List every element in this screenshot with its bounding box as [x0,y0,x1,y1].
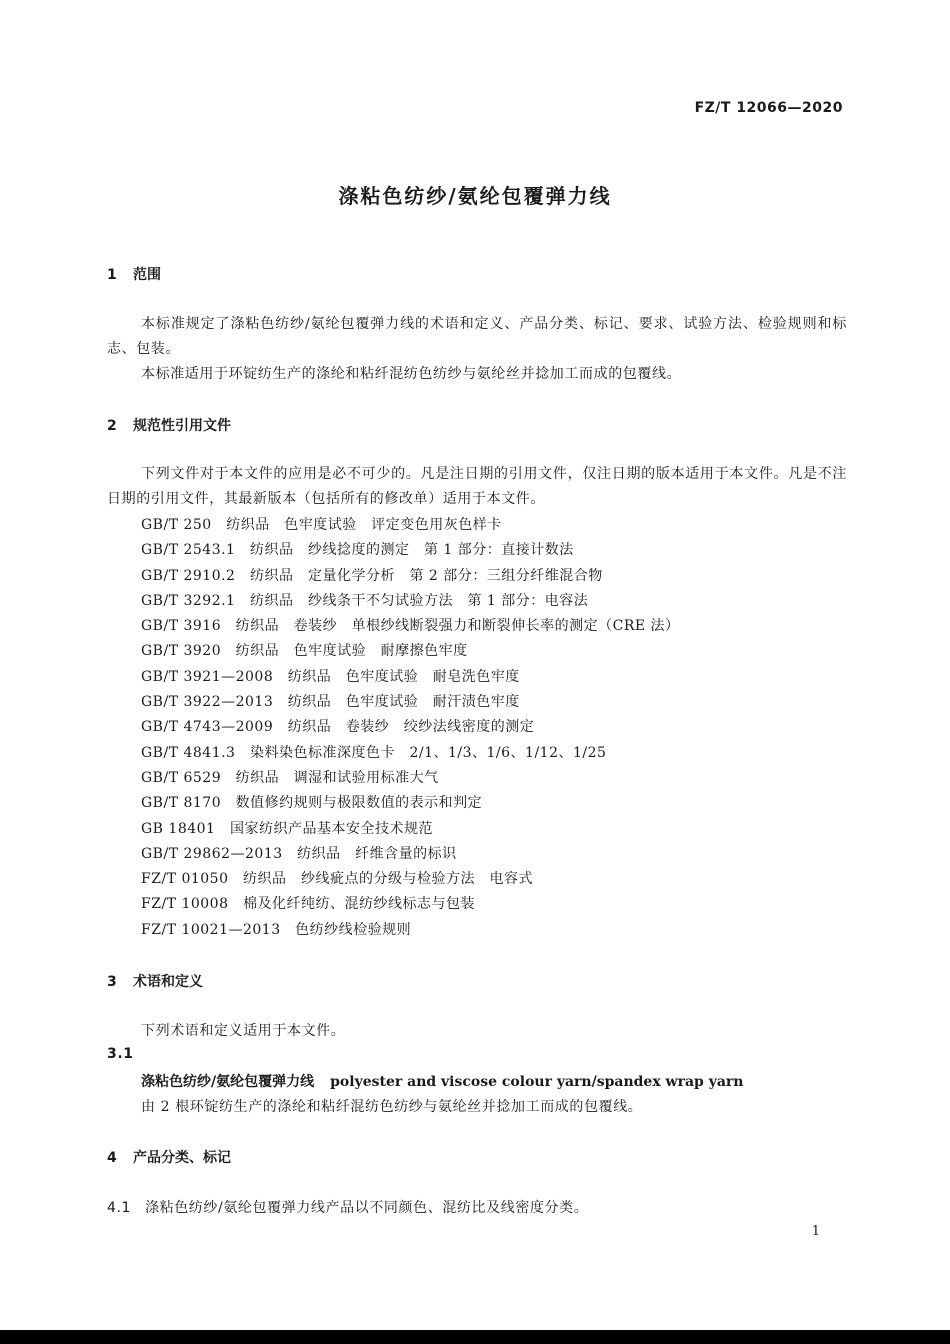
term-number: 3.1 [107,1046,134,1062]
section-title: 规范性引用文件 [133,418,231,434]
reference-item: GB/T 6529 纺织品 调湿和试验用标准大气 [141,769,439,786]
section-2-heading [107,415,231,435]
section-number: 3 [107,974,117,990]
reference-item: FZ/T 10021—2013 色纺纱线检验规则 [141,921,412,938]
term-chinese: 涤粘色纺纱/氨纶包覆弹力线 [141,1074,315,1090]
section-3-heading [107,971,203,991]
reference-item: FZ/T 01050 纺织品 纱线疵点的分级与检验方法 电容式 [141,871,533,888]
section-title: 术语和定义 [133,974,203,990]
reference-item: GB/T 250 纺织品 色牢度试验 评定变色用灰色样卡 [141,517,502,533]
reference-item: GB/T 2543.1 纺织品 纱线捻度的测定 第 1 部分：直接计数法 [141,542,574,559]
reference-item: GB/T 4841.3 染料染色标准深度色卡 2/1、1/3、1/6、1/12、1/25 [141,744,607,761]
normative-references-list [141,513,680,943]
section-4-heading [107,1147,231,1167]
reference-item: GB/T 4743—2009 纺织品 卷装纱 绞纱法线密度的测定 [141,719,535,736]
reference-item: GB/T 3920 纺织品 色牢度试验 耐摩擦色牢度 [141,643,468,660]
subsection-4-1 [107,1197,588,1217]
section-2-intro: 下列文件对于本文件的应用是必不可少的。凡是注日期的引用文件，仅注日期的版本适用于本文件。凡是不注日期的引用文件，其最新版本（包括所有的修改单）适用于本文件。 [107,466,847,507]
reference-item: FZ/T 10008 棉及化纤纯纺、混纺纱线标志与包装 [141,896,475,913]
subsection-number: 4.1 [107,1200,132,1216]
reference-item: GB/T 3922—2013 纺织品 色牢度试验 耐汗渍色牢度 [141,694,520,711]
term-entry [141,1071,743,1091]
standard-code: FZ/T 12066—2020 [694,100,843,116]
reference-item: GB/T 3921—2008 纺织品 色牢度试验 耐皂洗色牢度 [141,668,520,685]
reference-item: GB/T 8170 数值修约规则与极限数值的表示和判定 [141,795,483,812]
subsection-text: 涤粘色纺纱/氨纶包覆弹力线产品以不同颜色、混纺比及线密度分类。 [145,1200,589,1216]
document-title: 涤粘色纺纱/氨纶包覆弹力线 [338,184,612,208]
reference-item: GB/T 2910.2 纺织品 定量化学分析 第 2 部分：三组分纤维混合物 [141,567,603,584]
reference-item: GB/T 29862—2013 纺织品 纤维含量的标识 [141,845,457,862]
term-english: polyester and viscose colour yarn/spandex wrap yarn [330,1074,744,1090]
reference-item: GB 18401 国家纺织产品基本安全技术规范 [141,820,433,837]
reference-item: GB/T 3916 纺织品 卷装纱 单根纱线断裂强力和断裂伸长率的测定（CRE 法） [141,618,680,635]
section-1-heading [107,264,161,284]
reference-item: GB/T 3292.1 纺织品 纱线条干不匀试验方法 第 1 部分：电容法 [141,592,589,609]
section-title: 范围 [133,267,161,283]
section-number: 2 [107,418,117,434]
section-number: 4 [107,1150,117,1166]
term-definition: 由 2 根环锭纺生产的涤纶和粘纤混纺色纺纱与氨纶丝并捻加工而成的包覆线。 [141,1099,643,1115]
page-bottom-bar [0,1330,950,1344]
section-3-intro: 下列术语和定义适用于本文件。 [141,1023,346,1039]
section-title: 产品分类、标记 [133,1150,231,1166]
section-1-paragraph-2: 本标准适用于环锭纺生产的涤纶和粘纤混纺色纺纱与氨纶丝并捻加工而成的包覆线。 [141,366,682,382]
section-1-paragraph-1: 本标准规定了涤粘色纺纱/氨纶包覆弹力线的术语和定义、产品分类、标记、要求、试验方法、检验规则和标志、包装。 [107,316,847,357]
page-number: 1 [811,1224,820,1239]
section-number: 1 [107,267,117,283]
